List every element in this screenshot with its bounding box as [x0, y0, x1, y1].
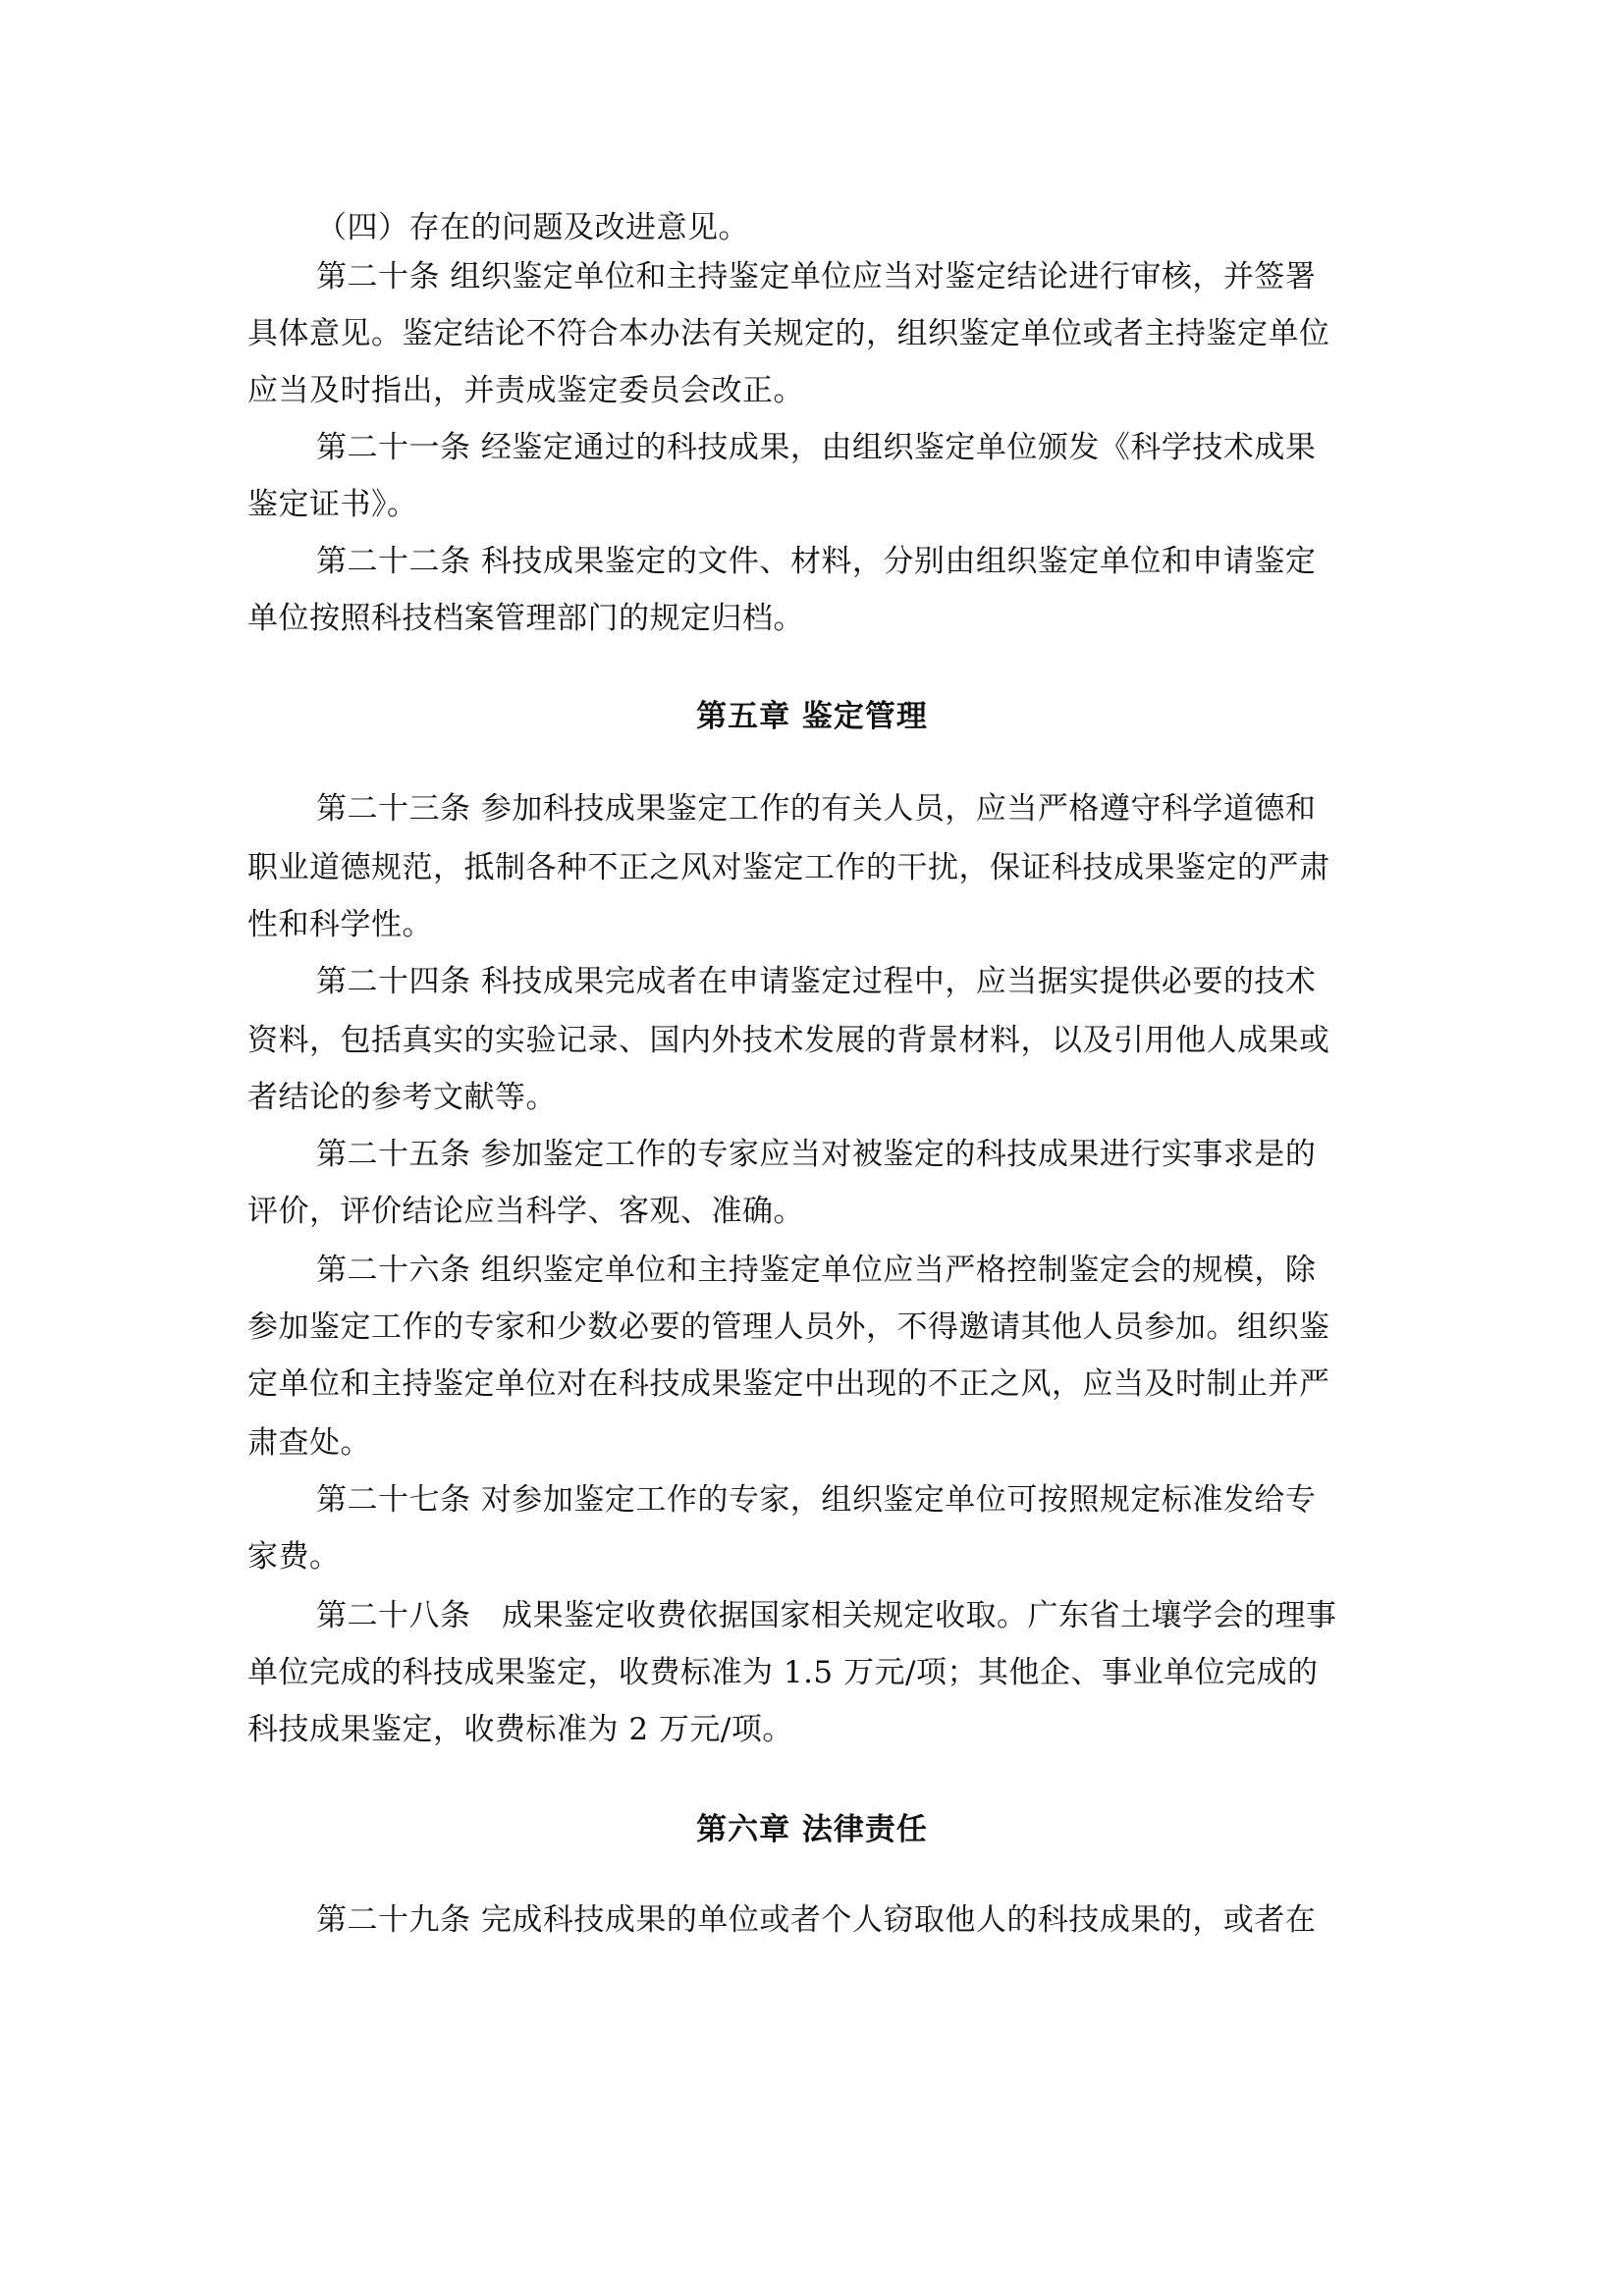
- article-26-line-1: 第二十六条 组织鉴定单位和主持鉴定单位应当严格控制鉴定会的规模，除: [316, 1253, 1317, 1288]
- text-line: （四）存在的问题及改进意见。: [316, 210, 749, 245]
- article-24-line-3: 者结论的参考文献等。: [247, 1080, 557, 1115]
- article-25-line-1: 第二十五条 参加鉴定工作的专家应当对被鉴定的科技成果进行实事求是的: [316, 1137, 1317, 1172]
- article-25-line-2: 评价，评价结论应当科学、客观、准确。: [247, 1194, 804, 1229]
- article-21-line-1: 第二十一条 经鉴定通过的科技成果，由组织鉴定单位颁发《科学技术成果: [316, 430, 1317, 465]
- article-21-line-2: 鉴定证书》。: [247, 487, 418, 522]
- article-24-line-1: 第二十四条 科技成果完成者在申请鉴定过程中，应当据实提供必要的技术: [316, 964, 1317, 999]
- article-26-line-3: 定单位和主持鉴定单位对在科技成果鉴定中出现的不正之风，应当及时制止并严: [247, 1366, 1330, 1402]
- article-23-line-3: 性和科学性。: [247, 907, 433, 942]
- article-28-line-2: 单位完成的科技成果鉴定，收费标准为 1.5 万元/项；其他企、事业单位完成的: [247, 1655, 1319, 1690]
- article-20-line-2: 具体意见。鉴定结论不符合本办法有关规定的，组织鉴定单位或者主持鉴定单位: [247, 316, 1330, 351]
- article-23-line-1: 第二十三条 参加科技成果鉴定工作的有关人员，应当严格遵守科学道德和: [316, 791, 1317, 827]
- chapter-5-heading: 第五章 鉴定管理: [696, 699, 928, 734]
- chapter-6-heading: 第六章 法律责任: [696, 1812, 928, 1847]
- article-29-line-1: 第二十九条 完成科技成果的单位或者个人窃取他人的科技成果的，或者在: [316, 1902, 1317, 1938]
- article-26-line-4: 肃查处。: [247, 1425, 371, 1461]
- article-20-line-1: 第二十条 组织鉴定单位和主持鉴定单位应当对鉴定结论进行审核，并签署: [316, 259, 1317, 294]
- article-22-line-1: 第二十二条 科技成果鉴定的文件、材料，分别由组织鉴定单位和申请鉴定: [316, 544, 1317, 579]
- article-26-line-2: 参加鉴定工作的专家和少数必要的管理人员外，不得邀请其他人员参加。组织鉴: [247, 1309, 1330, 1345]
- article-24-line-2: 资料，包括真实的实验记录、国内外技术发展的背景材料，以及引用他人成果或: [247, 1023, 1330, 1058]
- article-28-line-1: 第二十八条 成果鉴定收费依据国家相关规定收取。广东省土壤学会的理事: [316, 1598, 1337, 1633]
- article-20-line-3: 应当及时指出，并责成鉴定委员会改正。: [247, 373, 804, 408]
- article-27-line-1: 第二十七条 对参加鉴定工作的专家，组织鉴定单位可按照规定标准发给专: [316, 1482, 1317, 1518]
- article-23-line-2: 职业道德规范，抵制各种不正之风对鉴定工作的干扰，保证科技成果鉴定的严肃: [247, 850, 1330, 885]
- article-27-line-2: 家费。: [247, 1539, 341, 1575]
- article-22-line-2: 单位按照科技档案管理部门的规定归档。: [247, 601, 804, 636]
- article-28-line-3: 科技成果鉴定，收费标准为 2 万元/项。: [247, 1712, 793, 1747]
